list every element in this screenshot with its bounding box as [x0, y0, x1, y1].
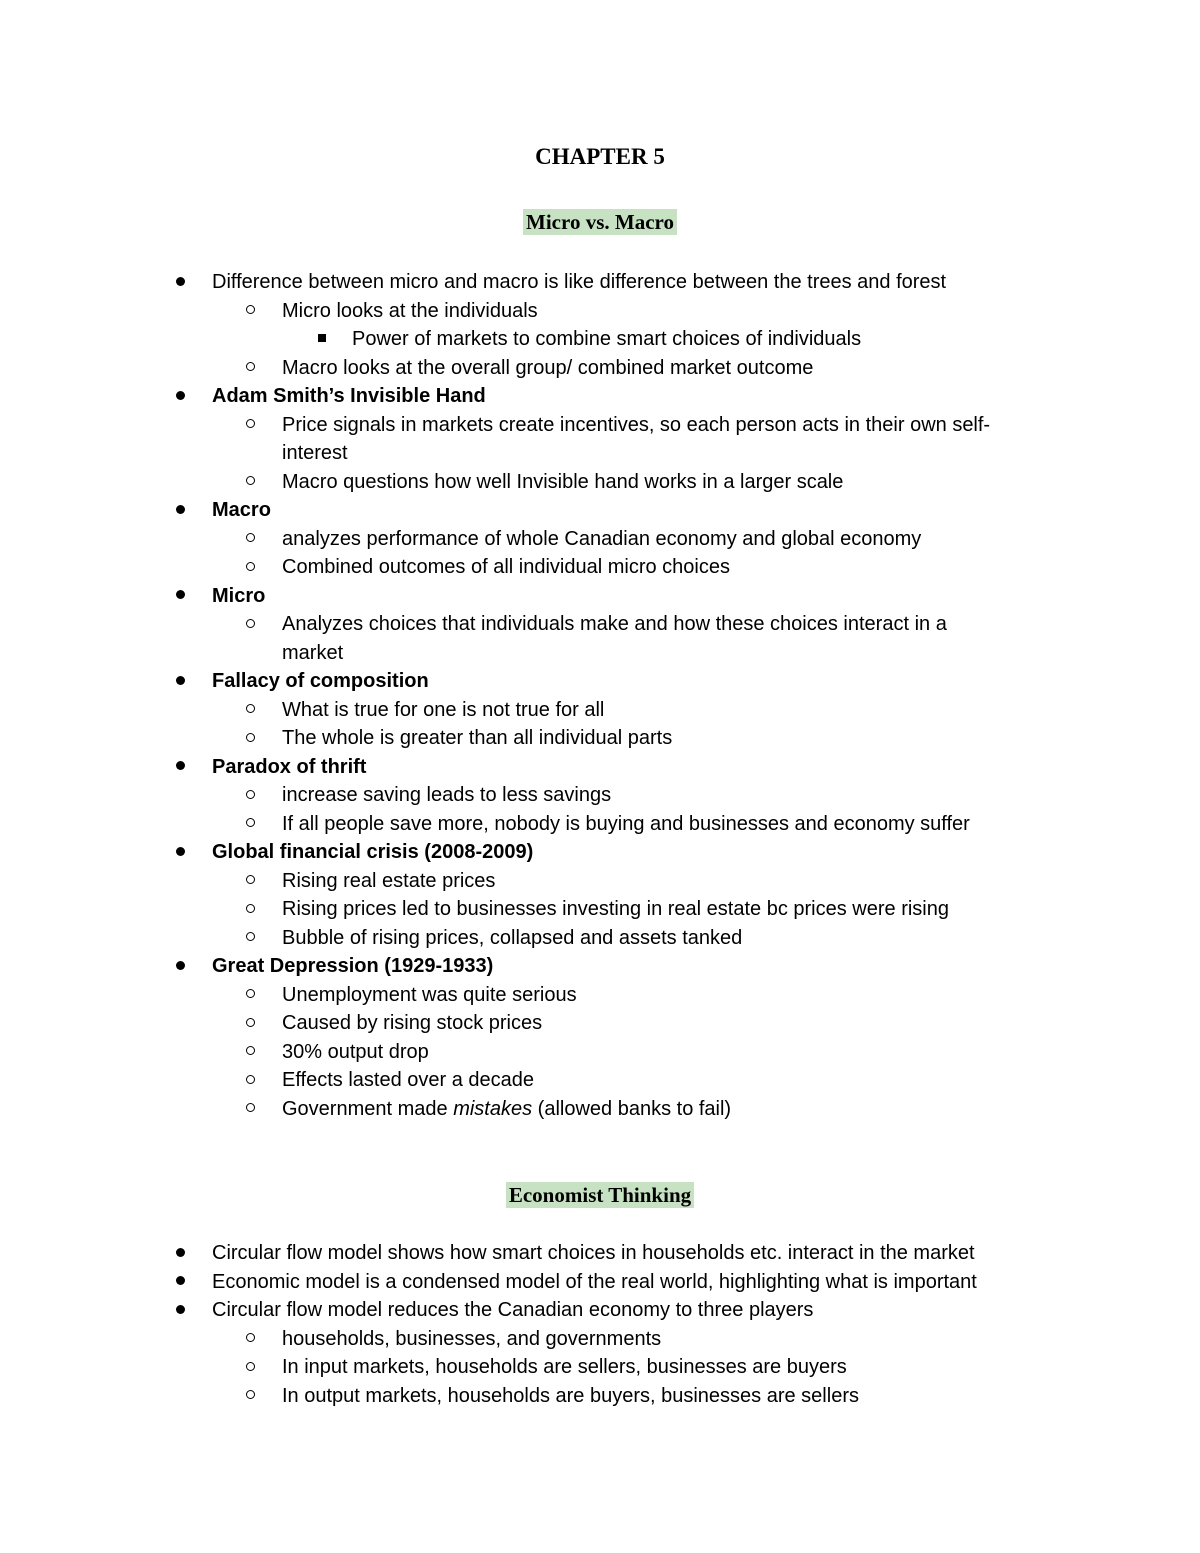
list-item: Micro looks at the individuals: [0, 297, 1200, 326]
list-item: Price signals in markets create incentives, so each person acts in their own self-: [0, 411, 1200, 440]
list-item: Power of markets to combine smart choices of individuals: [0, 325, 1200, 354]
list-item-continuation: market: [282, 641, 344, 664]
italic-text: mistakes: [453, 1097, 533, 1120]
hollow-circle-bullet-icon: [246, 724, 255, 753]
section-heading-micro-vs-macro: [0, 208, 1200, 236]
hollow-circle-bullet-icon: [246, 1038, 255, 1067]
hollow-circle-bullet-icon: [246, 924, 255, 953]
text-run: Government made: [282, 1097, 454, 1120]
list-item: increase saving leads to less savings: [0, 781, 1200, 810]
hollow-circle-bullet-icon: [246, 1353, 255, 1382]
hollow-circle-bullet-icon: [246, 553, 255, 582]
list-item: What is true for one is not true for all: [0, 696, 1200, 725]
hollow-circle-bullet-icon: [246, 895, 255, 924]
filled-circle-bullet-icon: [176, 1239, 185, 1268]
filled-circle-bullet-icon: [176, 1296, 185, 1325]
filled-circle-bullet-icon: [176, 753, 185, 782]
list-item: analyzes performance of whole Canadian economy and global economy: [0, 525, 1200, 554]
section-heading-economist-thinking: [0, 1181, 1200, 1209]
list-item: In input markets, households are sellers, businesses are buyers: [0, 1353, 1200, 1382]
filled-circle-bullet-icon: [176, 952, 185, 981]
list-item: Macro: [0, 496, 1200, 525]
list-item: Caused by rising stock prices: [0, 1009, 1200, 1038]
filled-circle-bullet-icon: [176, 582, 185, 611]
list-item: Macro questions how well Invisible hand works in a larger scale: [0, 468, 1200, 497]
list-item: Combined outcomes of all individual micro choices: [0, 553, 1200, 582]
hollow-circle-bullet-icon: [246, 1066, 255, 1095]
list-item: Bubble of rising prices, collapsed and assets tanked: [0, 924, 1200, 953]
hollow-circle-bullet-icon: [246, 1009, 255, 1038]
list-item: Rising real estate prices: [0, 867, 1200, 896]
list-item: Rising prices led to businesses investing in real estate bc prices were rising: [0, 895, 1200, 924]
filled-circle-bullet-icon: [176, 268, 185, 297]
hollow-circle-bullet-icon: [246, 696, 255, 725]
list-item: The whole is greater than all individual parts: [0, 724, 1200, 753]
hollow-circle-bullet-icon: [246, 468, 255, 497]
hollow-circle-bullet-icon: [246, 297, 255, 326]
list-item: Great Depression (1929-1933): [0, 952, 1200, 981]
hollow-circle-bullet-icon: [246, 810, 255, 839]
hollow-circle-bullet-icon: [246, 1382, 255, 1411]
hollow-circle-bullet-icon: [246, 354, 255, 383]
list-item: In output markets, households are buyers, businesses are sellers: [0, 1382, 1200, 1411]
filled-circle-bullet-icon: [176, 1268, 185, 1297]
list-item-continuation: interest: [282, 442, 348, 464]
hollow-circle-bullet-icon: [246, 610, 255, 639]
hollow-circle-bullet-icon: [246, 1095, 255, 1124]
section-heading-highlight: Micro vs. Macro: [523, 209, 677, 235]
filled-circle-bullet-icon: [176, 382, 185, 411]
text-run: (allowed banks to fail): [532, 1097, 732, 1120]
list-item: Circular flow model reduces the Canadian economy to three players: [0, 1296, 1200, 1325]
hollow-circle-bullet-icon: [246, 781, 255, 810]
hollow-circle-bullet-icon: [246, 1325, 255, 1354]
hollow-circle-bullet-icon: [246, 525, 255, 554]
list-item: Economic model is a condensed model of the real world, highlighting what is important: [0, 1268, 1200, 1297]
chapter-title: CHAPTER 5: [535, 144, 665, 169]
list-item: Fallacy of composition: [0, 667, 1200, 696]
hollow-circle-bullet-icon: [246, 411, 255, 440]
filled-circle-bullet-icon: [176, 838, 185, 867]
filled-circle-bullet-icon: [176, 667, 185, 696]
list-item: Circular flow model shows how smart choices in households etc. interact in the market: [0, 1239, 1200, 1268]
filled-circle-bullet-icon: [176, 496, 185, 525]
hollow-circle-bullet-icon: [246, 867, 255, 896]
list-item: Effects lasted over a decade: [0, 1066, 1200, 1095]
list-item: households, businesses, and governments: [0, 1325, 1200, 1354]
hollow-circle-bullet-icon: [246, 981, 255, 1010]
list-item: Analyzes choices that individuals make and how these choices interact in a: [0, 610, 1200, 639]
list-item: Micro: [0, 582, 1200, 611]
list-item: Difference between micro and macro is like difference between the trees and forest: [0, 268, 1200, 297]
list-item: Paradox of thrift: [0, 753, 1200, 782]
list-item: 30% output drop: [0, 1038, 1200, 1067]
list-item: Macro looks at the overall group/ combined market outcome: [0, 354, 1200, 383]
list-item: [0, 1095, 1200, 1124]
economist-thinking-list: [0, 1239, 1200, 1410]
list-item: Global financial crisis (2008-2009): [0, 838, 1200, 867]
list-item: Unemployment was quite serious: [0, 981, 1200, 1010]
square-bullet-icon: [318, 325, 326, 354]
micro-macro-list: [0, 268, 1200, 1123]
list-item: Adam Smith’s Invisible Hand: [0, 382, 1200, 411]
section-heading-highlight: Economist Thinking: [506, 1182, 694, 1208]
list-item: If all people save more, nobody is buying and businesses and economy suffer: [0, 810, 1200, 839]
